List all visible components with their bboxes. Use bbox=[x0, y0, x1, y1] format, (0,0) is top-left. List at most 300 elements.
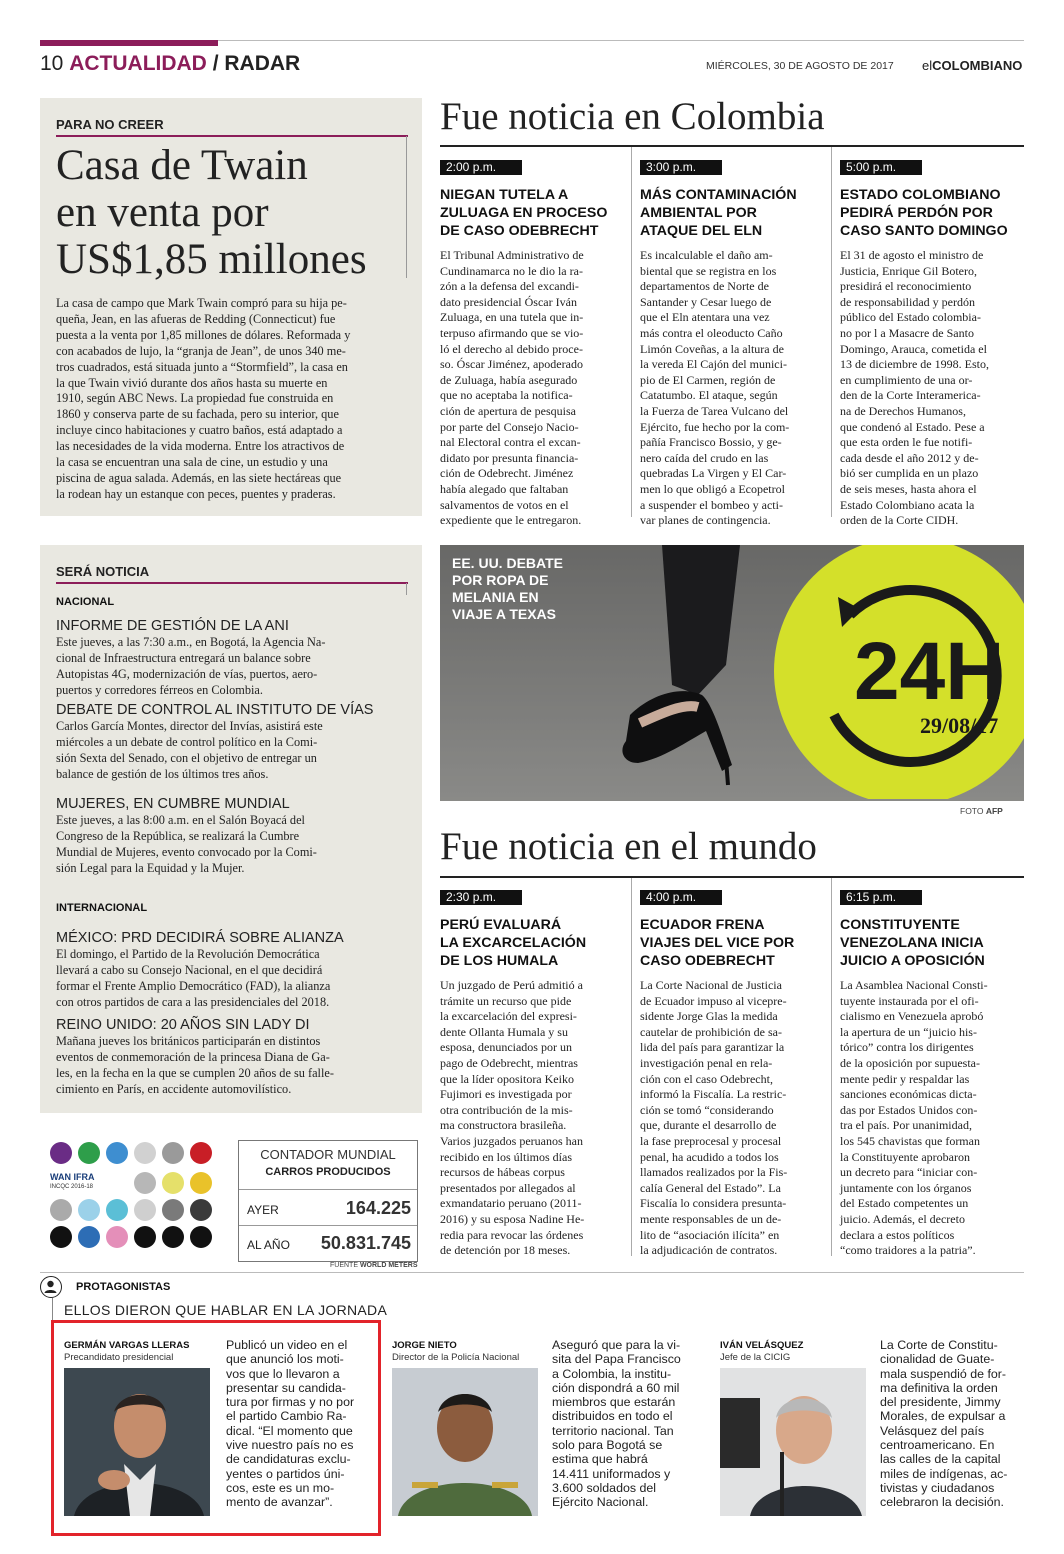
protagonist-text-line: cionalidad de Guate- bbox=[880, 1352, 995, 1367]
highlight-frame bbox=[51, 1320, 381, 1536]
person-glyph bbox=[41, 1277, 60, 1296]
story-body-line: no por l a Masacre de Santo bbox=[840, 325, 974, 340]
colombia-column-divider bbox=[831, 147, 832, 517]
sera-noticia-label: SERÁ NOTICIA bbox=[56, 564, 150, 579]
story-body bbox=[640, 978, 823, 1259]
photo-caption-line: POR ROPA DE bbox=[452, 572, 549, 588]
story-body-line: pago de Odebrecht, mientras bbox=[440, 1055, 578, 1070]
story-body-line: Cundinamarca no le dio la ra- bbox=[440, 263, 583, 278]
story-headline-line: PERÚ EVALUARÁ bbox=[440, 917, 562, 933]
story-body-line: exmandatario peruano (2011- bbox=[440, 1196, 582, 1211]
twain-article-line: la rodean hay un estanque con peces, puentes y praderas. bbox=[56, 486, 336, 501]
twain-article-line: puesta a la venta por 1,85 millones de dólares. Reformada y bbox=[56, 327, 351, 342]
story-body-line: cautelar de prohibición de sa- bbox=[640, 1024, 782, 1039]
protagonist-text-line: centroamericano. En bbox=[880, 1438, 995, 1453]
story-body-line: esposa, denunciados por un bbox=[440, 1040, 572, 1055]
protagonist-text-line: distribuidos en todo el bbox=[552, 1409, 673, 1424]
story-body bbox=[440, 248, 623, 529]
sera-noticia-line: cional de Infraestructura entregará un balance sobre bbox=[56, 650, 311, 665]
story-body-line: la excarcelación del expresi- bbox=[440, 1009, 577, 1024]
story-body-line: de Ecuador impuso al vicepre- bbox=[640, 993, 787, 1008]
story-body-line: que el Eln atentara una vez bbox=[640, 310, 770, 325]
twain-article-line: incluye cinco habitaciones y cuatro baños, está adaptado a bbox=[56, 423, 343, 438]
logo-name: COLOMBIANO bbox=[932, 58, 1023, 73]
story-time-tag: 6:15 p.m. bbox=[840, 890, 922, 905]
story-body-line: cada desde el año 2012 y de- bbox=[840, 450, 979, 465]
story-body-line: por parte del Consejo Nacio- bbox=[440, 419, 579, 434]
world-counter-box bbox=[238, 1140, 418, 1262]
story-body-line: calía General del Estado”. La bbox=[640, 1180, 781, 1195]
sera-noticia-body bbox=[56, 635, 392, 699]
story-body-line: público del Estado colombia- bbox=[840, 310, 981, 325]
story-headline-line: DE LOS HUMALA bbox=[440, 953, 559, 969]
story-body-line: nero caída del crudo en las bbox=[640, 450, 769, 465]
protagonistas-label: PROTAGONISTAS bbox=[76, 1281, 171, 1293]
story-headline-line: CASO SANTO DOMINGO bbox=[840, 223, 1008, 239]
protagonist-text-line: presentar su candida- bbox=[226, 1380, 346, 1395]
story-body-line: 2016) y su esposa Nadine He- bbox=[440, 1211, 585, 1226]
story-body-line: terpuso afirmando que se vio- bbox=[440, 325, 584, 340]
twain-article-line: la que Twain vivió durante dos años hasta su muerte en bbox=[56, 375, 328, 390]
sera-noticia-line: Carlos García Montes, director del Invías, asistirá este bbox=[56, 719, 323, 733]
story-body-line: trámite un recurso que pide bbox=[440, 993, 572, 1008]
story-body-line: penal, ha acudido a todos los bbox=[640, 1149, 779, 1164]
page-header bbox=[40, 52, 300, 76]
nacional-category: NACIONAL bbox=[56, 596, 115, 608]
protagonist-text-line: a Colombia, la institu- bbox=[552, 1366, 672, 1381]
story-headline-line: LA EXCARCELACIÓN bbox=[440, 935, 587, 951]
story-time-tag: 4:00 p.m. bbox=[640, 890, 722, 905]
mundo-story-3 bbox=[840, 890, 1024, 1259]
protagonistas-connector bbox=[52, 1298, 53, 1320]
colombia-column-divider bbox=[631, 147, 632, 517]
story-body-line: men lo que obligó a Ecopetrol bbox=[640, 481, 785, 496]
story-body-line: mente responsables de un de- bbox=[640, 1211, 782, 1226]
twain-article-line: las necesidades de la vida moderna. Entre los atractivos de bbox=[56, 439, 345, 454]
sera-noticia-line: Mañana jueves los británicos participarán en distintos bbox=[56, 1034, 321, 1048]
counter-value-anio: 50.831.745 bbox=[320, 1233, 411, 1253]
para-no-creer-rule bbox=[56, 135, 408, 137]
story-body-line: sanciones económicas dicta- bbox=[840, 1087, 977, 1102]
story-body-line: La Asamblea Nacional Consti- bbox=[840, 978, 988, 992]
sera-noticia-line: balance de gestión de los últimos tres años. bbox=[56, 766, 269, 781]
story-body-line: La Corte Nacional de Justicia bbox=[640, 978, 782, 992]
color-swatches bbox=[44, 1138, 222, 1260]
protagonist-text-line: 3.600 soldados del bbox=[552, 1480, 657, 1495]
twain-headline bbox=[56, 142, 408, 283]
twain-article-line: la casa se encuentran una sala de cine, un estudio y una bbox=[56, 455, 328, 470]
story-body-line: lida del país para garantizar la bbox=[640, 1040, 785, 1055]
story-body bbox=[640, 248, 823, 529]
protagonist-text-line: Ejército Nacional. bbox=[552, 1495, 649, 1510]
sera-noticia-item bbox=[56, 796, 392, 877]
story-body-line: didato por presunta financia- bbox=[440, 450, 579, 465]
story-body-line: Limón Coveñas, a la altura de bbox=[640, 341, 784, 356]
protagonist-text-line: miembros que estarán bbox=[552, 1395, 676, 1410]
protagonist-text-line: mento de avanzar”. bbox=[226, 1495, 333, 1510]
story-body-line: Catatumbo. El ataque, según bbox=[640, 388, 778, 403]
24h-badge bbox=[768, 545, 1024, 799]
story-body-line: la Constituyente aprobaron bbox=[840, 1149, 970, 1164]
story-body-line: la adjudicación de contratos. bbox=[640, 1243, 778, 1258]
counter-subtitle: CARROS PRODUCIDOS bbox=[265, 1166, 391, 1178]
story-headline bbox=[640, 186, 823, 240]
protagonistas-top-rule bbox=[40, 1272, 1024, 1273]
sera-noticia-body bbox=[56, 1034, 392, 1098]
counter-source bbox=[330, 1262, 418, 1269]
protagonist-name: JORGE NIETO bbox=[392, 1340, 457, 1351]
story-headline-line: AMBIENTAL POR bbox=[640, 205, 757, 221]
story-body-line: zón a la defensa del excandi- bbox=[440, 279, 579, 294]
story-body-line: a suspender el bombeo y acti- bbox=[640, 497, 783, 512]
protagonist-role: Jefe de la CICIG bbox=[720, 1352, 791, 1363]
story-body-line: Un juzgado de Perú admitió a bbox=[440, 978, 583, 992]
protagonist-text-line: que anunció los moti- bbox=[226, 1352, 344, 1367]
protagonist-role: Precandidato presidencial bbox=[64, 1352, 174, 1363]
twain-article-body bbox=[56, 296, 408, 503]
story-headline-line: JUICIO A OPOSICIÓN bbox=[840, 953, 985, 969]
story-body-line: tórico” contra los dirigentes bbox=[840, 1040, 974, 1055]
story-headline-line: ECUADOR FRENA bbox=[640, 917, 765, 933]
story-body-line: nal Electoral contra el excan- bbox=[440, 435, 581, 450]
colombia-story-2 bbox=[640, 160, 823, 529]
story-headline-line: ESTADO COLOMBIANO bbox=[840, 187, 1001, 203]
protagonist-text-line: dical. “El momento que bbox=[226, 1423, 353, 1438]
story-body-line: los 545 chavistas que forman bbox=[840, 1133, 980, 1148]
story-body-line: había alegado que faltaban bbox=[440, 481, 569, 496]
photo-caption bbox=[452, 555, 563, 623]
twain-article-line: La casa de campo que Mark Twain compró para su hija pe- bbox=[56, 296, 347, 310]
story-body-line: lito de “asociación ilícita” en bbox=[640, 1227, 780, 1242]
colombia-section-title: Fue noticia en Colombia bbox=[440, 95, 825, 138]
story-headline-line: VENEZOLANA INICIA bbox=[840, 935, 984, 951]
story-body-line: Estado Colombiano acata la bbox=[840, 497, 975, 512]
story-body-line: presidirá el reconocimiento bbox=[840, 279, 972, 294]
portrait-illustration bbox=[720, 1368, 866, 1516]
story-headline-line: MÁS CONTAMINACIÓN bbox=[640, 187, 797, 203]
story-headline-line: ATAQUE DEL ELN bbox=[640, 223, 763, 239]
sera-noticia-line: Autopistas 4G, modernización de vías, puertos, aero- bbox=[56, 666, 318, 681]
logo-prefix: el bbox=[922, 58, 933, 73]
sera-noticia-line: con otros partidos de cara a las presidenciales del 2018. bbox=[56, 994, 330, 1009]
story-body-line: que la líder opositora Keiko bbox=[440, 1071, 574, 1086]
counter-divider bbox=[239, 1189, 417, 1190]
sera-noticia-body bbox=[56, 719, 392, 783]
counter-label-anio: AL AÑO bbox=[247, 1238, 290, 1252]
mundo-title-rule bbox=[440, 876, 1024, 878]
para-no-creer-label: PARA NO CREER bbox=[56, 117, 164, 132]
story-body-line: recibido en los últimos días bbox=[440, 1149, 572, 1164]
protagonistas-subtitle: ELLOS DIERON QUE HABLAR EN LA JORNADA bbox=[64, 1302, 388, 1318]
photo-caption-line: VIAJE A TEXAS bbox=[452, 606, 556, 622]
story-body-line: juntamente con los órganos bbox=[840, 1180, 972, 1195]
twain-article-line: 1910, según ABC News. La propiedad fue construida en bbox=[56, 391, 334, 406]
sera-noticia-rule bbox=[56, 582, 408, 584]
story-body-line: Zuluaga, en una tutela que in- bbox=[440, 310, 584, 325]
protagonist-text-line: tura por firmas y no por bbox=[226, 1395, 355, 1410]
story-body-line: El Tribunal Administrativo de bbox=[440, 248, 584, 262]
mundo-story-2 bbox=[640, 890, 823, 1259]
story-body-line: das por Estados Unidos con- bbox=[840, 1102, 978, 1117]
photo-credit-agency: AFP bbox=[985, 806, 1003, 816]
story-body-line: var planes de contingencia. bbox=[640, 513, 771, 528]
mundo-column-divider bbox=[831, 878, 832, 1256]
mundo-section-title: Fue noticia en el mundo bbox=[440, 825, 817, 868]
story-body-line: pio de El Carmen, región de bbox=[640, 372, 776, 387]
sera-noticia-line: sión Sexta del Senado, con el objetivo de entregar un bbox=[56, 750, 317, 765]
story-headline-line: ZULUAGA EN PROCESO bbox=[440, 205, 608, 221]
protagonist-text-line: yentes o partidos úni- bbox=[226, 1466, 345, 1481]
story-body-line: den de la Corte Interamerica- bbox=[840, 388, 981, 403]
story-body-line: orden de la Corte CIDH. bbox=[840, 513, 959, 528]
story-time-tag: 2:30 p.m. bbox=[440, 890, 522, 905]
story-headline-line: VIAJES DEL VICE POR bbox=[640, 935, 795, 951]
twain-headline-line: Casa de Twain bbox=[56, 142, 308, 189]
story-body-line: presentados por allegados al bbox=[440, 1180, 576, 1195]
photo-credit bbox=[960, 806, 1003, 816]
story-body-line: la vereda El Cajón del munici- bbox=[640, 357, 787, 372]
story-body-line: ción de apertura de pesquisa bbox=[440, 403, 576, 418]
story-body-line: llamados realizados por la Fis- bbox=[640, 1165, 788, 1180]
sera-noticia-headline: INFORME DE GESTIÓN DE LA ANI bbox=[56, 618, 289, 634]
story-body-line: 13 de diciembre de 1998. Esto, bbox=[840, 357, 989, 372]
badge-24h-text: 24H bbox=[854, 626, 1005, 717]
sera-noticia-line: eventos de conmemoración de la princesa Diana de Ga- bbox=[56, 1049, 330, 1064]
protagonist-name: IVÁN VELÁSQUEZ bbox=[720, 1340, 804, 1351]
story-body-line: ción se tomó “considerando bbox=[640, 1102, 774, 1117]
protagonist-text-line: de candidaturas exclu- bbox=[226, 1452, 351, 1467]
sera-noticia-item bbox=[56, 702, 392, 783]
wan-ifra-cert: INCQC 2016-18 bbox=[50, 1184, 94, 1190]
subsection-name: RADAR bbox=[224, 52, 301, 75]
wan-ifra-logo: WAN IFRA bbox=[50, 1172, 95, 1182]
protagonist-text-line: cos, este es un mo- bbox=[226, 1480, 335, 1495]
internacional-category: INTERNACIONAL bbox=[56, 902, 148, 914]
protagonist-text-line: sita del Papa Francisco bbox=[552, 1352, 681, 1367]
protagonist-name: GERMÁN VARGAS LLERAS bbox=[64, 1340, 190, 1351]
story-headline bbox=[440, 186, 623, 240]
story-body-line: so. Óscar Jiménez, apoderado bbox=[440, 357, 583, 372]
protagonist-role: Director de la Policía Nacional bbox=[392, 1352, 520, 1363]
story-headline bbox=[640, 916, 823, 970]
mundo-column-divider bbox=[631, 878, 632, 1256]
story-body-line: ción con el caso Odebrecht, bbox=[640, 1071, 773, 1086]
section-name: ACTUALIDAD bbox=[69, 52, 207, 75]
sera-noticia-item bbox=[56, 930, 392, 1011]
counter-value-ayer: 164.225 bbox=[345, 1198, 411, 1218]
story-headline bbox=[840, 186, 1024, 240]
photo-credit-prefix: FOTO bbox=[960, 806, 984, 816]
story-body-line: de responsabilidad y perdón bbox=[840, 294, 975, 309]
protagonist-text-line: celebraron la decisión. bbox=[880, 1495, 1004, 1510]
story-body-line: El 31 de agosto el ministro de bbox=[840, 248, 984, 262]
protagonist-text-line: Publicó un video en el bbox=[226, 1338, 348, 1352]
person-icon bbox=[40, 1276, 62, 1298]
protagonist-text-line: mala suspendió de for- bbox=[880, 1366, 1007, 1381]
story-body-line: que condenó al Estado. Pese a bbox=[840, 419, 985, 434]
counter-label-ayer: AYER bbox=[247, 1203, 279, 1217]
badge-date: 29/08/17 bbox=[920, 713, 999, 738]
story-headline-line: DE CASO ODEBRECHT bbox=[440, 223, 599, 239]
story-body bbox=[840, 248, 1024, 529]
story-body bbox=[440, 978, 623, 1259]
story-body-line: ma constructora brasileña. bbox=[440, 1118, 567, 1133]
story-body-line: ló el derecho al debido proce- bbox=[440, 341, 583, 356]
counter-source-name: WORLD METERS bbox=[359, 1262, 418, 1269]
story-headline-line: CONSTITUYENTE bbox=[840, 917, 960, 933]
story-headline bbox=[840, 916, 1024, 970]
twain-article-line: tros cuadrados, está situada junto a “Stormfield”, la casa en bbox=[56, 359, 348, 374]
sera-noticia-item bbox=[56, 1017, 392, 1098]
sera-noticia-line: les, en la fecha en la que se cumplen 20 años de su falle- bbox=[56, 1065, 334, 1080]
protagonist-text-line: Aseguró que para la vi- bbox=[552, 1338, 681, 1352]
story-body-line: del Estado competentes un bbox=[840, 1196, 969, 1211]
twain-article-line: piscina de agua salada. Además, en las siete hectáreas que bbox=[56, 470, 342, 485]
protagonist-text-line: 14.411 uniformados y bbox=[552, 1466, 671, 1481]
story-time-tag: 3:00 p.m. bbox=[640, 160, 722, 175]
sera-noticia-body bbox=[56, 813, 392, 877]
twain-headline-line: US$1,85 millones bbox=[56, 236, 367, 283]
story-body-line: la apertura de un “juicio his- bbox=[840, 1024, 977, 1039]
sera-noticia-line: Congreso de la República, se realizará la Cumbre bbox=[56, 828, 300, 843]
story-body-line: bió ser cumplida en un plazo bbox=[840, 466, 979, 481]
colombia-story-3 bbox=[840, 160, 1024, 529]
counter-source-prefix: FUENTE bbox=[330, 1262, 358, 1269]
twain-headline-line: en venta por bbox=[56, 189, 269, 236]
story-body-line: declara a estos políticos bbox=[840, 1227, 955, 1242]
protagonist-photo-nieto bbox=[392, 1368, 538, 1516]
protagonist-text-line: solo para Bogotá se bbox=[552, 1438, 663, 1453]
story-body-line: na de Derechos Humanos, bbox=[840, 403, 966, 418]
story-body-line: más contra el oleoducto Caño bbox=[640, 325, 783, 340]
sera-noticia-line: El domingo, el Partido de la Revolución Democrática bbox=[56, 947, 320, 961]
header-accent-bar bbox=[40, 40, 218, 46]
story-body-line: otra contribución de la mis- bbox=[440, 1102, 573, 1117]
story-body-line: investigación penal en rela- bbox=[640, 1055, 773, 1070]
story-body-line: biental que se registra en los bbox=[640, 263, 777, 278]
sera-noticia-line: miércoles a un debate de control político en la Comi- bbox=[56, 734, 318, 749]
story-body-line: la Fuerza de Tarea Vulcano del bbox=[640, 403, 789, 418]
protagonist-text-line: territorio nacional. Tan bbox=[552, 1423, 674, 1438]
protagonist-text-line: Morales, de expulsar a bbox=[880, 1409, 1006, 1424]
protagonist-text-line: las calles de la capital bbox=[880, 1452, 1001, 1467]
protagonist-text-line: estima que habrá bbox=[552, 1452, 648, 1467]
story-headline-line: PEDIRÁ PERDÓN POR bbox=[840, 205, 993, 221]
sera-noticia-line: Este jueves, a las 7:30 a.m., en Bogotá, la Agencia Na- bbox=[56, 635, 326, 649]
story-body-line: Es incalculable el daño am- bbox=[640, 248, 773, 262]
newspaper-logo bbox=[922, 58, 1022, 73]
sera-noticia-line: Este jueves, a las 8:00 a.m. en el Salón Boyacá del bbox=[56, 813, 305, 827]
portrait-illustration bbox=[392, 1368, 538, 1516]
protagonist-text-line: vive nuestro país no es bbox=[226, 1438, 354, 1453]
protagonist-photo-velasquez bbox=[720, 1368, 866, 1516]
protagonist-text bbox=[880, 1338, 1024, 1510]
sera-noticia-line: formar el Frente Amplio Democrático (FAD), la alianza bbox=[56, 978, 331, 993]
story-body-line: de detención por 18 meses. bbox=[440, 1243, 571, 1258]
story-body-line: de la oposición por supuesta- bbox=[840, 1055, 980, 1070]
sera-noticia-headline: REINO UNIDO: 20 AÑOS SIN LADY DI bbox=[56, 1017, 310, 1033]
story-body-line: la fase preprocesal y procesal bbox=[640, 1133, 782, 1148]
story-body-line: informó la Fiscalía. La restric- bbox=[640, 1087, 787, 1102]
twain-article-line: con acabados de lujo, la “granja de Jean”, de unos 340 me- bbox=[56, 343, 346, 358]
story-headline bbox=[440, 916, 623, 970]
story-body bbox=[840, 978, 1024, 1259]
protagonist-text-line: del presidente, Jimmy bbox=[880, 1395, 1001, 1410]
section-separator: / bbox=[212, 52, 219, 75]
page-number: 10 bbox=[40, 52, 64, 75]
story-body-line: Justicia, Enrique Gil Botero, bbox=[840, 263, 977, 278]
sera-noticia-headline: MUJERES, EN CUMBRE MUNDIAL bbox=[56, 796, 290, 812]
sera-noticia-body bbox=[56, 947, 392, 1011]
protagonist-text bbox=[552, 1338, 702, 1510]
protagonist-text-line: ción dispondrá a 60 mil bbox=[552, 1380, 680, 1395]
protagonist-text-line: Velásquez del país bbox=[880, 1423, 985, 1438]
story-body-line: Santander y Cesar luego de bbox=[640, 294, 772, 309]
story-body-line: Ejército, fue hecho por la com- bbox=[640, 419, 790, 434]
story-body-line: que no aceptaba la notifica- bbox=[440, 388, 573, 403]
story-body-line: mente pedir y respaldar las bbox=[840, 1071, 970, 1086]
story-time-tag: 5:00 p.m. bbox=[840, 160, 922, 175]
protagonist-text-line: vos que lo llevaron a bbox=[226, 1366, 340, 1381]
sera-noticia-line: sión Legal para la Equidad y la Mujer. bbox=[56, 860, 245, 875]
story-body-line: pañía Francisco Bossio, y ge- bbox=[640, 435, 782, 450]
story-body-line: tuyente instaurada por el ofi- bbox=[840, 993, 979, 1008]
story-headline-line: CASO ODEBRECHT bbox=[640, 953, 775, 969]
sera-noticia-headline: MÉXICO: PRD DECIDIRÁ SOBRE ALIANZA bbox=[56, 930, 344, 946]
photo-caption-line: MELANIA EN bbox=[452, 589, 539, 605]
story-body-line: salvamentos de votos en el bbox=[440, 497, 569, 512]
story-body-line: sidente Jorge Glas la medida bbox=[640, 1009, 778, 1024]
protagonist-text-line: miles de indígenas, ac- bbox=[880, 1466, 1008, 1481]
photo-caption-line: EE. UU. DEBATE bbox=[452, 555, 563, 571]
melania-photo bbox=[440, 545, 1024, 801]
story-body-line: recursos de hábeas corpus bbox=[440, 1165, 565, 1180]
story-body-line: ción de Odebrecht. Jiménez bbox=[440, 466, 574, 481]
story-body-line: de Zuluaga, había asegurado bbox=[440, 372, 578, 387]
sera-noticia-line: puertos y corredores férreos en Colombia. bbox=[56, 682, 263, 697]
story-body-line: Fujimori es investigada por bbox=[440, 1087, 572, 1102]
counter-title: CONTADOR MUNDIAL bbox=[260, 1147, 396, 1162]
story-body-line: que esta orden le fue notifi- bbox=[840, 435, 973, 450]
story-body-line: tra el país. Por unanimidad, bbox=[840, 1118, 972, 1133]
mundo-story-1 bbox=[440, 890, 623, 1259]
protagonist-text-line: el partido Cambio Ra- bbox=[226, 1409, 347, 1424]
color-control-bar bbox=[44, 1138, 222, 1260]
story-body-line: cialismo en Venezuela aprobó bbox=[840, 1009, 984, 1024]
story-body-line: Fiscalía lo considera presunta- bbox=[640, 1196, 787, 1211]
story-body-line: Varios juzgados peruanos han bbox=[440, 1133, 583, 1148]
story-body-line: expediente que le entregaron. bbox=[440, 513, 582, 528]
sera-noticia-headline: DEBATE DE CONTROL AL INSTITUTO DE VÍAS bbox=[56, 702, 374, 718]
story-body-line: quebradas La Virgen y El Car- bbox=[640, 466, 787, 481]
story-body-line: departamentos de Norte de bbox=[640, 279, 769, 294]
story-body-line: de seis meses, hasta ahora el bbox=[840, 481, 977, 496]
sera-noticia-line: Mundial de Mujeres, evento convocado por la Comi- bbox=[56, 844, 317, 859]
story-body-line: que, durante el desarrollo de bbox=[640, 1118, 777, 1133]
protagonist-text-line: tivistas y ciudadanos bbox=[880, 1480, 995, 1495]
sera-noticia-side-rule bbox=[406, 583, 407, 595]
counter-divider bbox=[239, 1225, 417, 1226]
edition-date: MIÉRCOLES, 30 DE AGOSTO DE 2017 bbox=[706, 60, 894, 72]
protagonist-text-line: La Corte de Constitu- bbox=[880, 1338, 998, 1352]
twain-article-line: 1860 y conserva parte de su fachada, pero su interior, que bbox=[56, 407, 339, 422]
sera-noticia-line: llevará a cabo su Consejo Nacional, en el que decidirá bbox=[56, 962, 323, 977]
colombia-title-rule bbox=[440, 145, 1024, 147]
story-body-line: redia para revocar las órdenes bbox=[440, 1227, 584, 1242]
story-body-line: dato presidencial Óscar Iván bbox=[440, 294, 577, 309]
sera-noticia-item bbox=[56, 618, 392, 699]
colombia-story-1 bbox=[440, 160, 623, 529]
